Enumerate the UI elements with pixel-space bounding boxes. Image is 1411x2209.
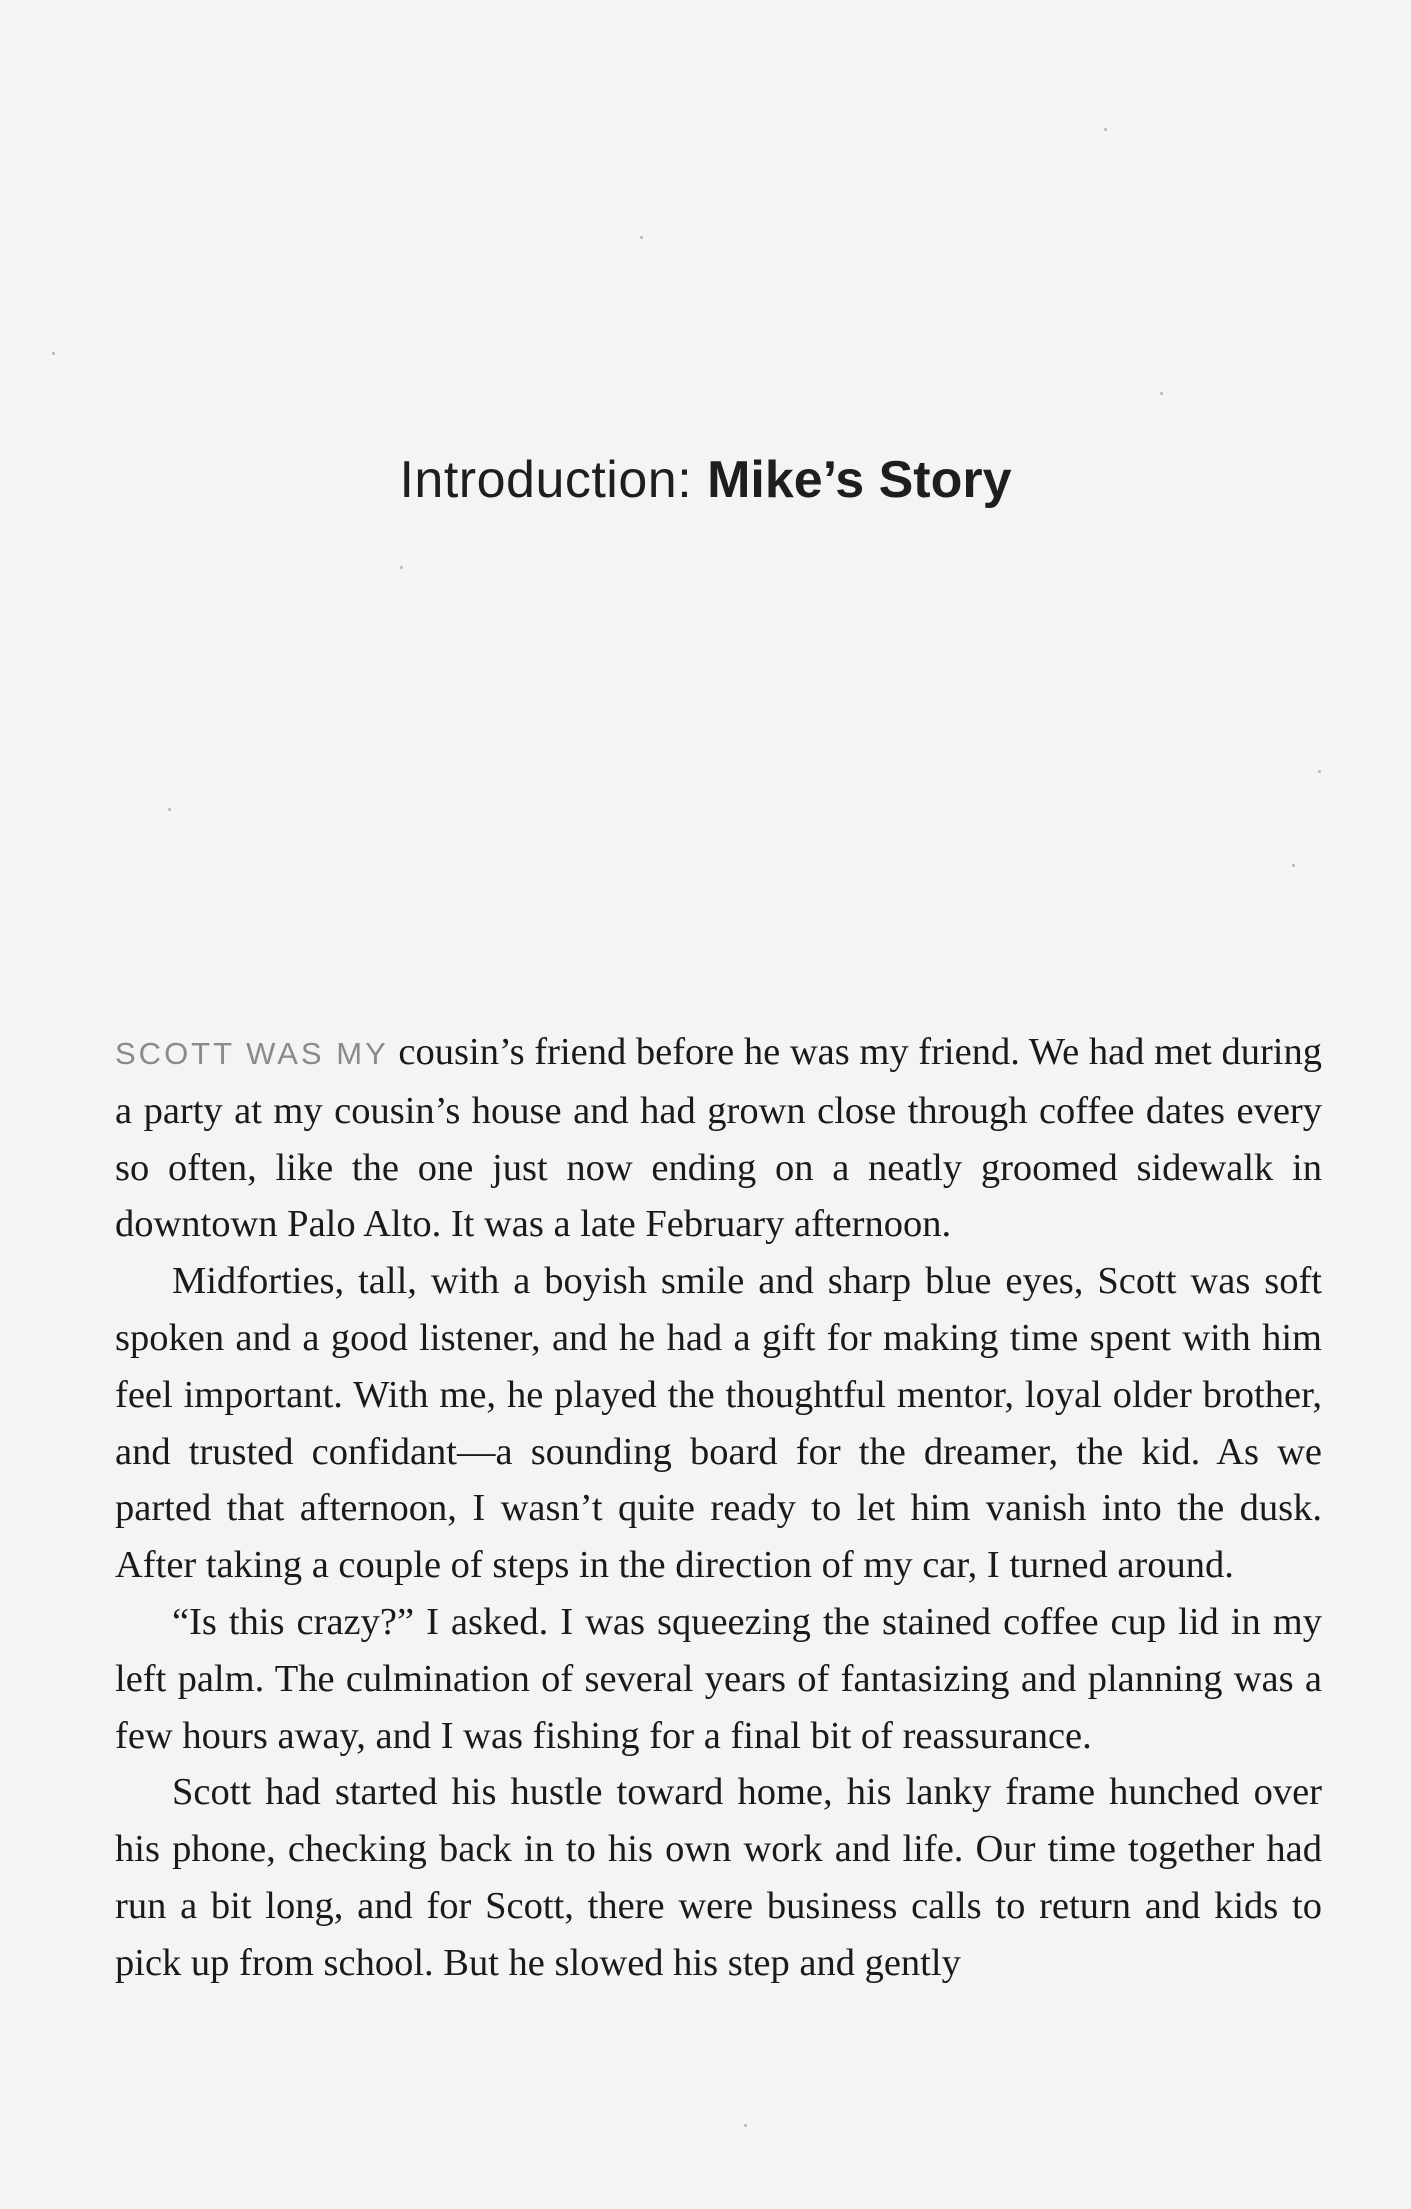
paper-speck <box>1160 392 1163 395</box>
paper-speck <box>168 808 171 811</box>
paragraph <box>115 1024 1322 1253</box>
paragraph-text: cousin’s friend before he was my friend. We had met during a party at my cousin’s house and had grown close through coffee dates every so often, like the one just now ending on a neatly groomed sidewalk in downtown Palo Alto. It was a late February afternoon. <box>115 1031 1322 1246</box>
paragraph: “Is this crazy?” I asked. I was squeezing the stained coffee cup lid in my left palm. The culmination of several years of fantasizing and planning was a few hours away, and I was fishing for a final bit of reassurance. <box>115 1600 1322 1757</box>
paper-speck <box>1318 770 1321 773</box>
chapter-heading <box>0 448 1411 512</box>
paper-speck <box>744 2124 747 2127</box>
chapter-title: Mike’s Story <box>707 451 1012 509</box>
paper-speck <box>1292 864 1295 867</box>
chapter-heading-prefix: Introduction: <box>399 451 708 509</box>
paragraph: Scott had started his hustle toward home, his lanky frame hunched over his phone, checking back in to his own work and life. Our time together had run a bit long, and for Scott, there were business calls to return and kids to pick up from school. But he slowed his step and gently <box>115 1771 1322 1984</box>
paper-speck <box>52 352 55 355</box>
paper-speck <box>640 236 643 239</box>
paper-speck <box>1104 128 1107 131</box>
chapter-body <box>115 1024 1322 1992</box>
lead-in-small-caps: SCOTT WAS MY <box>115 1036 389 1071</box>
paragraph: Midforties, tall, with a boyish smile and sharp blue eyes, Scott was soft spoken and a good listener, and he had a gift for making time spent with him feel important. With me, he played the thoughtful mentor, loyal older brother, and trusted confidant—a sounding board for the dreamer, the kid. As we parted that afternoon, I wasn’t quite ready to let him vanish into the dusk. After taking a couple of steps in the direction of my car, I turned around. <box>115 1260 1322 1587</box>
paper-speck <box>400 566 403 569</box>
